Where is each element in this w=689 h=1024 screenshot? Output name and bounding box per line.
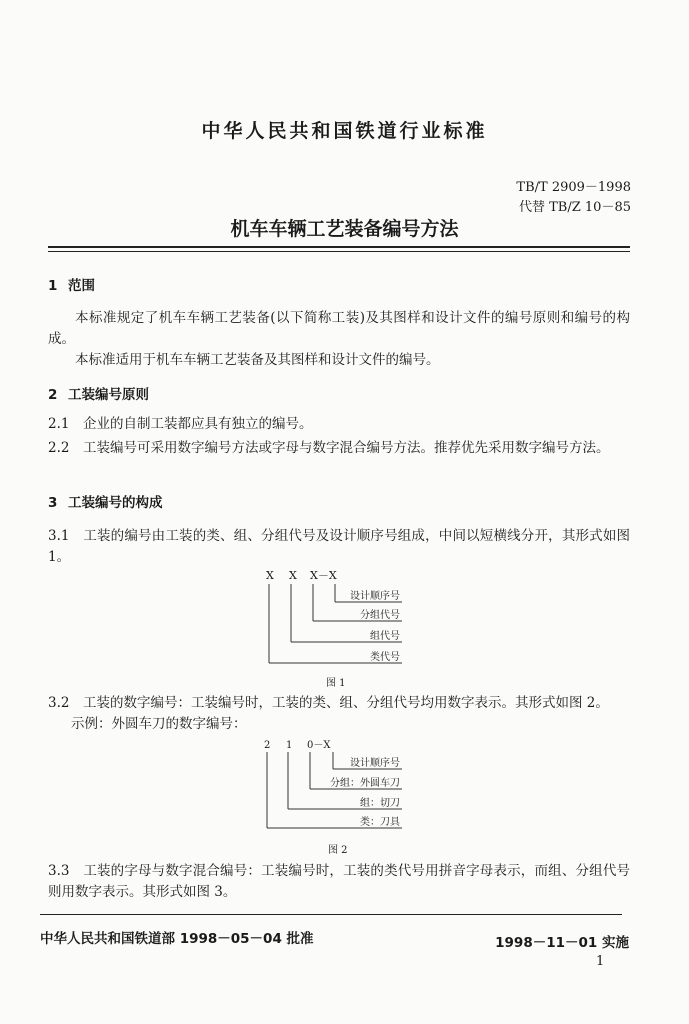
section-1-para-1: 本标准规定了机车车辆工艺装备(以下简称工装)及其图样和设计文件的编号原则和编号的构成。 <box>48 310 630 347</box>
fig2-code-group: 1 <box>286 740 293 751</box>
effective-date: 1998－11－01 实施 <box>495 935 629 951</box>
figure-1-caption: 图 1 <box>326 678 346 689</box>
fig2-code-class: 2 <box>264 740 271 751</box>
figure-1 <box>262 566 422 684</box>
section-1-para-2: 本标准适用于机车车辆工艺装备及其图样和设计文件的编号。 <box>75 352 440 368</box>
clause-3-2-example: 示例：外圆车刀的数字编号： <box>71 716 247 732</box>
fig1-label-seq: 设计顺序号 <box>350 591 400 602</box>
clause-3-3: 3.3 工装的字母与数字混合编号：工装编号时，工装的类代号用拼音字母表示，而组、分组代号则用数字表示。其形式如图 3。 <box>48 863 631 900</box>
doc-title: 机车车辆工艺装备编号方法 <box>230 218 459 240</box>
clause-3-2: 3.2 工装的数字编号：工装编号时，工装的类、组、分组代号均用数字表示。其形式如图 2。 <box>48 695 609 711</box>
fig2-label-subgroup: 分组：外圆车刀 <box>330 778 400 789</box>
issued-by: 中华人民共和国铁道部 1998－05－04 批准 <box>40 931 314 947</box>
fig2-label-class: 类：刀具 <box>360 817 400 828</box>
fig1-label-group: 组代号 <box>370 631 400 642</box>
footer-rule <box>40 914 622 915</box>
figure-2 <box>262 736 422 836</box>
page-number: 1 <box>596 954 605 969</box>
fig1-code-class: X <box>266 569 274 582</box>
title-rule-thin <box>48 251 630 252</box>
replaces-code: 代替 TB/Z 10－85 <box>519 200 631 215</box>
clause-3-1: 3.1 工装的编号由工装的类、组、分组代号及设计顺序号组成，中间以短横线分开，其形式如图1。 <box>48 528 631 565</box>
fig1-label-class: 类代号 <box>370 652 400 663</box>
fig1-label-subgroup: 分组代号 <box>360 610 400 621</box>
title-rule-thick <box>48 246 630 248</box>
clause-2-2: 2.2 工装编号可采用数字编号方法或字母与数字混合编号方法。推荐优先采用数字编号方法。 <box>48 440 610 456</box>
figure-2-caption: 图 2 <box>328 845 348 856</box>
fig2-code-subgroup-seq: 0－X <box>307 740 331 751</box>
fig2-label-group: 组：切刀 <box>360 798 400 809</box>
org-title: 中华人民共和国铁道行业标准 <box>201 120 488 142</box>
section-2-heading: 2 工装编号原则 <box>48 387 149 403</box>
clause-2-1: 2.1 企业的自制工装都应具有独立的编号。 <box>48 416 313 432</box>
fig1-code-subgroup-seq: X－X <box>310 569 337 582</box>
fig1-code-group: X <box>289 569 297 582</box>
section-1-heading: 1 范围 <box>48 278 95 294</box>
section-3-heading: 3 工装编号的构成 <box>48 495 163 511</box>
standard-code: TB/T 2909－1998 <box>516 180 631 195</box>
fig2-label-seq: 设计顺序号 <box>350 758 400 769</box>
